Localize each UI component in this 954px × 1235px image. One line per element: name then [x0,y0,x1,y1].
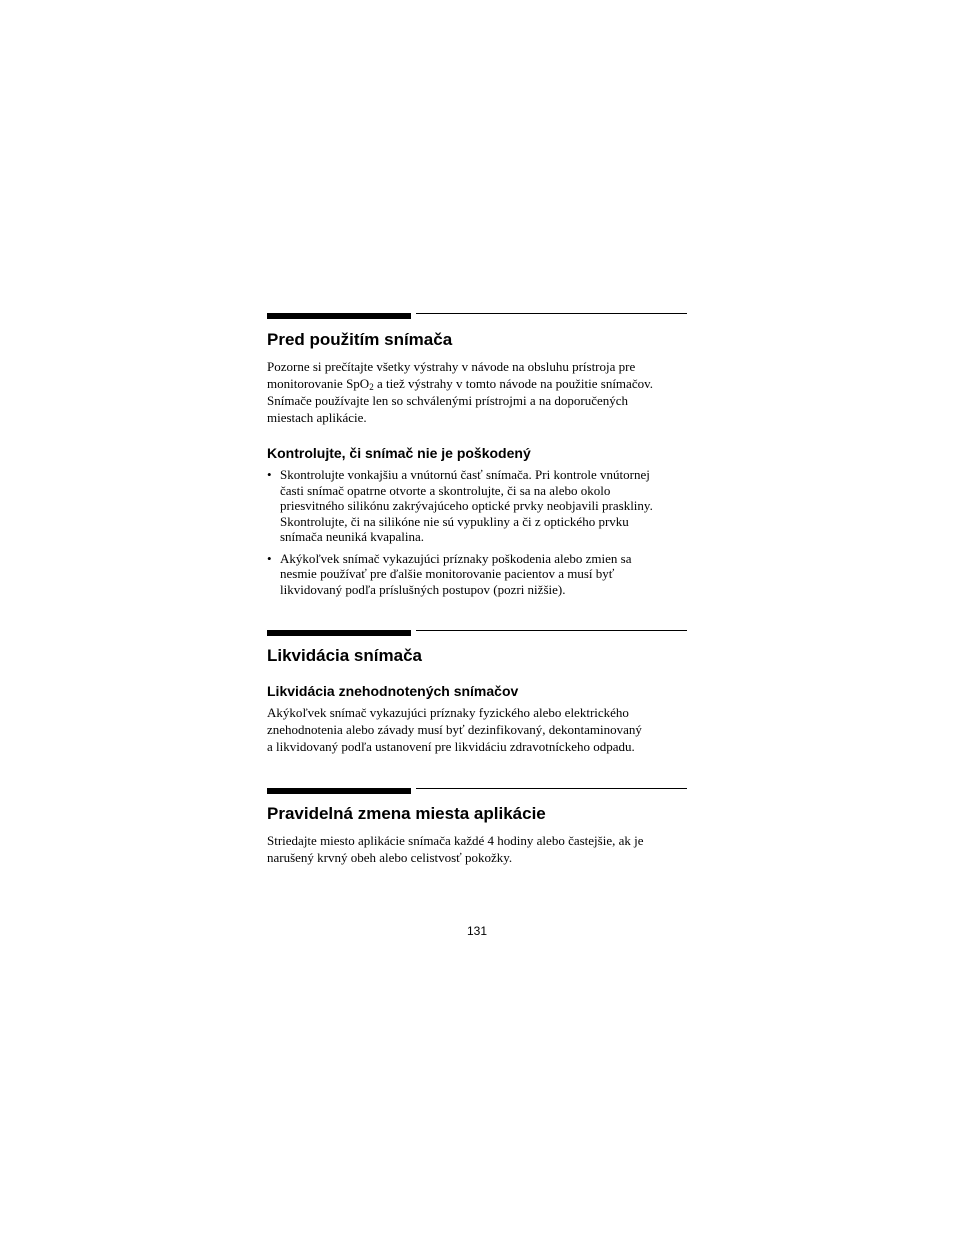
list-item [267,467,692,545]
section-intro-before-use [267,358,692,426]
list-item [267,551,692,598]
divider-thick-bar [267,313,411,319]
divider-thin-line [416,788,687,789]
spo2-subscript: 2 [369,382,374,392]
intro-line: Snímače používajte len so schválenými prístrojmi a na doporučených [267,393,629,408]
subheading-check-damage: Kontrolujte, či snímač nie je poškodený [267,445,531,461]
intro-line: Pozorne si prečítajte všetky výstrahy v návode na obsluhu prístroja pre [267,359,636,374]
intro-line-spo2-after: a tiež výstrahy v tomto návode na použitie snímačov. [373,376,653,391]
section-title-site-rotation: Pravidelná zmena miesta aplikácie [267,804,546,823]
section-body-site-rotation [267,832,692,866]
intro-line-spo2-before: monitorovanie SpO [267,376,370,391]
section-title-before-use: Pred použitím snímača [267,330,453,349]
body-line: narušený krvný obeh alebo celistvosť pokožky. [267,850,513,865]
list-item-line: Skontrolujte, či na silikóne nie sú vypukliny a či z optického prvku [280,513,629,529]
intro-line-spo2 [267,375,692,392]
divider-thick-bar [267,788,411,794]
section-divider-1 [267,313,687,319]
body-line: Striedajte miesto aplikácie snímača každé 4 hodiny alebo častejšie, ak je [267,833,644,848]
list-item-line: likvidovaný podľa príslušných postupov (pozri nižšie). [280,581,566,597]
section-body-disposal [267,704,692,755]
list-item-line: snímača neuniká kvapalina. [280,529,425,544]
list-item-line: priesvitného silikónu zakrývajúceho optické prvky neobjavili praskliny. [280,498,653,513]
list-item-line: Akýkoľvek snímač vykazujúci príznaky poškodenia alebo zmien sa [280,550,632,566]
list-item-line: časti snímač opatrne otvorte a skontrolujte, či sa na alebo okolo [280,482,611,498]
divider-thin-line [416,313,687,314]
bullet-icon: • [267,550,272,566]
check-damage-list [267,467,692,597]
subheading-disposal-damaged: Likvidácia znehodnotených snímačov [267,683,519,699]
section-divider-3 [267,788,687,794]
body-line: a likvidovaný podľa ustanovení pre likvidáciu zdravotníckeho odpadu. [267,739,635,754]
body-line: Akýkoľvek snímač vykazujúci príznaky fyzického alebo elektrického [267,705,629,720]
body-line: znehodnotenia alebo závady musí byť dezinfikovaný, dekontaminovaný [267,722,642,737]
divider-thick-bar [267,630,411,636]
list-item-line: nesmie používať pre ďalšie monitorovanie pacientov a musí byť [280,566,615,581]
intro-line: miestach aplikácie. [267,410,367,425]
list-item-line: Skontrolujte vonkajšiu a vnútornú časť snímača. Pri kontrole vnútornej [280,467,650,482]
section-title-disposal: Likvidácia snímača [267,646,422,665]
divider-thin-line [416,630,687,631]
page-number: 131 [466,924,488,938]
bullet-icon: • [267,467,272,482]
section-divider-2 [267,630,687,636]
